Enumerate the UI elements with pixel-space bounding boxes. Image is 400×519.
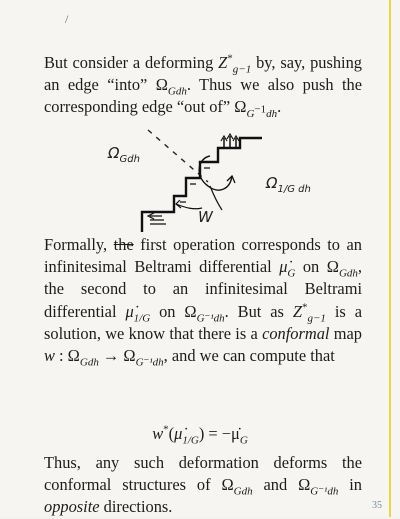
paragraph-thus: Thus, any such deformation deforms the conformal structures of $\Omega_{Gdh}$ and $\Omega_{G^{-1}dh}$ in opposite directions. (44, 453, 367, 517)
omega-gdh-label: $\Omega_{Gdh}$ (108, 144, 140, 165)
display-equation: $w^*(\mu̇_{1/G})$ = $-\mu̇_G$ (152, 423, 248, 447)
pencil-mark: / (65, 12, 69, 26)
paragraph-deforming: But consider a deforming $Z^*_{g-1}$ by, say, pushing an edge “into” $\Omega_{Gdh}$. Thus we also push the corresponding edge “out of” $\Omega_{G^{-1}dh}$. (44, 52, 367, 120)
w-label: W (198, 208, 213, 226)
hand-drawn-sketch (90, 124, 360, 239)
corner-page-mark: 35 (372, 500, 382, 511)
paragraph-formally: Formally, the first operation corresponds to an infinitesimal Beltrami differential $\mu̇_G$ on $\Omega_{Gdh}$, the second to an infinitesimal Beltrami differential $\mu̇_{1/G}$ on $\Omega_{G^{-1}dh}$. But as $Z^*_{g-1}$ is a solution, we know that there is a conformal map w : $\Omega_{Gdh} \to \Omega_{G^{-1}dh}$, and we can compute that (44, 235, 367, 369)
omega-inverse-label: $\Omega_{1/G dh}$ (266, 174, 311, 195)
